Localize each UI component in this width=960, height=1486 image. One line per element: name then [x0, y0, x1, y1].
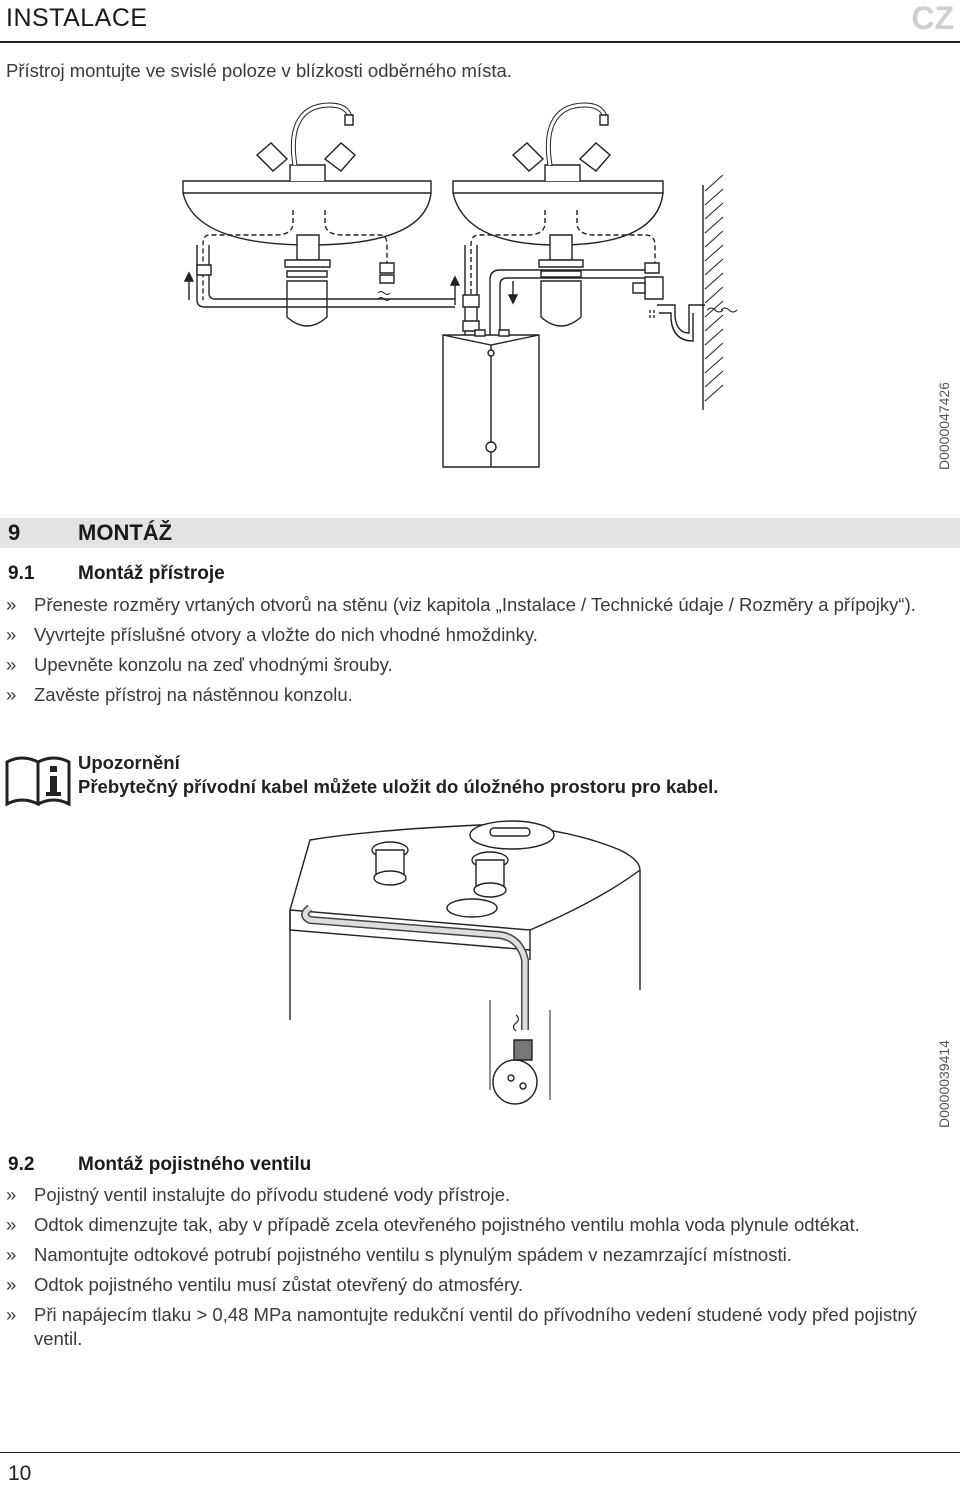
list-item: [6, 653, 956, 677]
right-basin: [451, 105, 737, 341]
list-item: [6, 593, 956, 617]
bullet-mark: »: [6, 1184, 17, 1205]
bullet-mark: »: [6, 1214, 17, 1235]
list-item-text: Odtok pojistného ventilu musí zůstat otevřený do atmosféry.: [34, 1274, 524, 1295]
cable-storage-diagram: [280, 820, 660, 1120]
page-number: 10: [8, 1462, 32, 1485]
bullet-mark: »: [6, 654, 17, 675]
bullet-mark: »: [6, 594, 17, 615]
list-item-text: Odtok dimenzujte tak, aby v případě zcela otevřeného pojistného ventilu mohla voda plynule odtékat.: [34, 1214, 860, 1235]
wall: [703, 175, 723, 410]
subsection-1-list: [6, 593, 956, 713]
subsection-2-list: [6, 1183, 956, 1357]
left-basin: [183, 105, 455, 326]
bullet-mark: »: [6, 624, 17, 645]
note-text: Přebytečný přívodní kabel můžete uložit do úložného prostoru pro kabel.: [78, 776, 719, 797]
list-item: [6, 1243, 956, 1267]
note-title: Upozornění: [78, 752, 180, 773]
footer-rule: [0, 1452, 960, 1453]
subsection-2-number: 9.2: [8, 1154, 35, 1175]
info-book-icon: [4, 752, 72, 808]
installation-diagram: [175, 95, 775, 475]
list-item: [6, 1183, 956, 1207]
list-item: [6, 1303, 956, 1350]
list-item-text: Zavěste přístroj na nástěnnou konzolu.: [34, 684, 353, 705]
section-number: 9: [8, 520, 21, 545]
bullet-mark: »: [6, 684, 17, 705]
list-item-text: Při napájecím tlaku > 0,48 MPa namontujte redukční ventil do přívodního vedení studené vody před pojistný ventil.: [34, 1304, 917, 1349]
list-item-text: Upevněte konzolu na zeď vhodnými šrouby.: [34, 654, 393, 675]
figure1-doc-id: D0000047426: [936, 382, 952, 470]
list-item: [6, 1273, 956, 1297]
header-rule: [0, 41, 960, 43]
section-title: MONTÁŽ: [78, 520, 173, 545]
list-item: [6, 623, 956, 647]
language-code: CZ: [911, 0, 954, 36]
water-heater: [443, 330, 539, 467]
figure2-doc-id: D0000039414: [936, 1040, 952, 1128]
list-item-text: Vyvrtejte příslušné otvory a vložte do nich vhodné hmoždinky.: [34, 624, 538, 645]
bullet-mark: »: [6, 1244, 17, 1265]
subsection-2-title: Montáž pojistného ventilu: [78, 1154, 312, 1175]
list-item: [6, 1213, 956, 1237]
subsection-1-number: 9.1: [8, 563, 35, 584]
subsection-1-title: Montáž přístroje: [78, 563, 225, 584]
page-header-title: INSTALACE: [6, 4, 148, 32]
list-item-text: Přeneste rozměry vrtaných otvorů na stěnu (viz kapitola „Instalace / Technické údaje / Rozměry a přípojky“).: [34, 594, 916, 615]
bullet-mark: »: [6, 1304, 17, 1325]
list-item: [6, 683, 956, 707]
list-item-text: Pojistný ventil instalujte do přívodu studené vody přístroje.: [34, 1184, 511, 1205]
list-item-text: Namontujte odtokové potrubí pojistného ventilu s plynulým spádem v nezamrzající místnosti.: [34, 1244, 792, 1265]
bullet-mark: »: [6, 1274, 17, 1295]
intro-text: Přístroj montujte ve svislé poloze v blízkosti odběrného místa.: [6, 60, 512, 81]
